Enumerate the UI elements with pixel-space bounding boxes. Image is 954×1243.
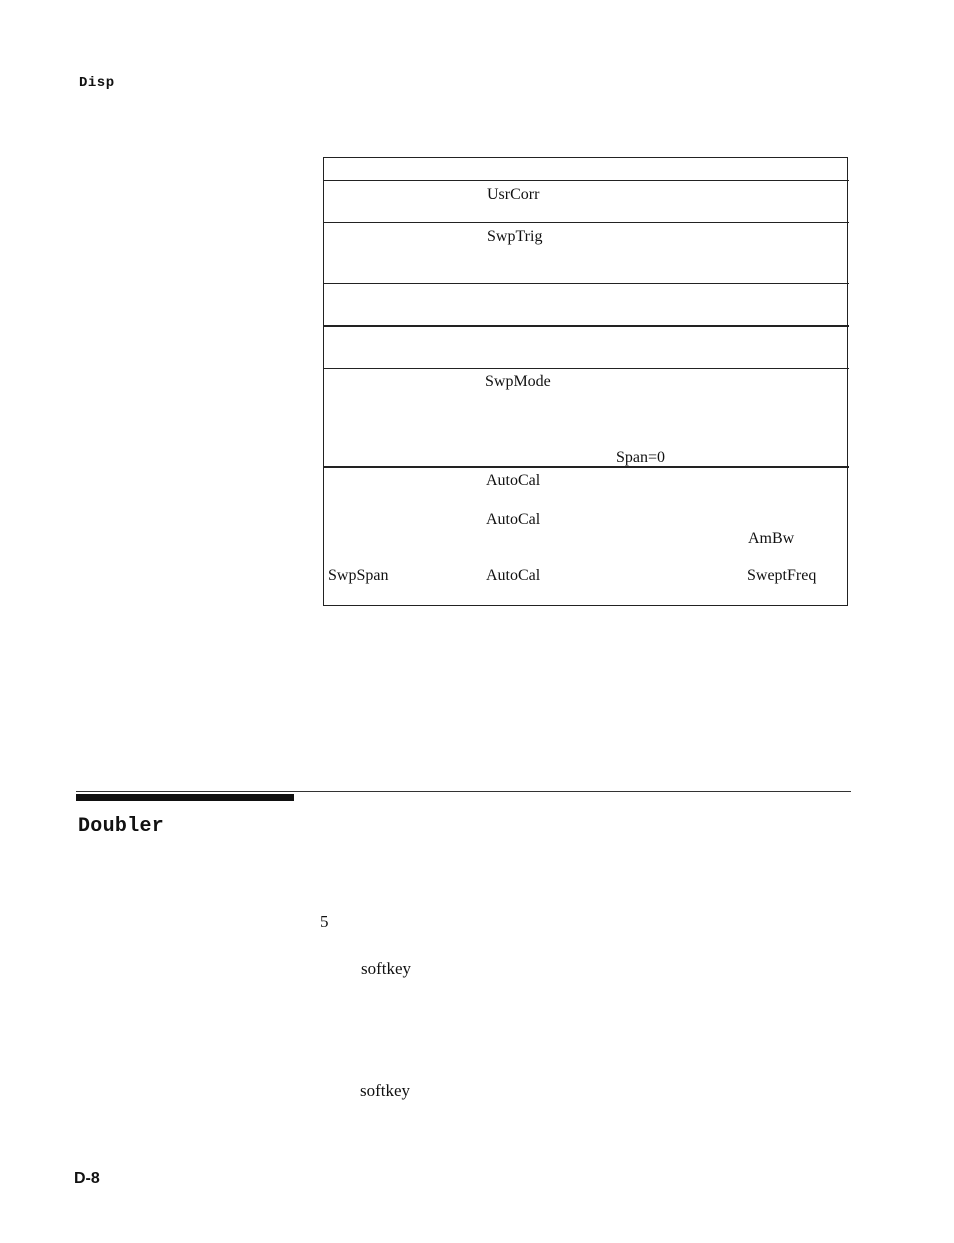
section-title: Doubler <box>78 815 165 838</box>
page-number: D-8 <box>74 1170 100 1187</box>
table-row-divider <box>323 466 849 468</box>
section-rule <box>76 791 851 792</box>
table-cell-span-zero: Span=0 <box>616 449 666 466</box>
table-cell-sweptfreq: SweptFreq <box>747 567 817 584</box>
table-cell-swpmode: SwpMode <box>485 373 551 390</box>
body-number: 5 <box>320 912 329 931</box>
table-row-divider <box>323 368 849 369</box>
table-row-divider <box>323 180 849 181</box>
table-cell-swpspan: SwpSpan <box>328 567 389 584</box>
table-cell-ambw: AmBw <box>748 530 795 547</box>
table-row-divider <box>323 283 849 284</box>
section-rule-bar <box>76 794 294 801</box>
body-softkey-word: softkey <box>361 959 412 978</box>
table-row-divider <box>323 222 849 223</box>
body-softkey-word: softkey <box>360 1081 411 1100</box>
table-cell-autocal: AutoCal <box>486 472 541 489</box>
table-cell-swptrig: SwpTrig <box>487 228 543 245</box>
table-cell-usrcorr: UsrCorr <box>487 186 540 203</box>
table-row-divider <box>323 325 849 327</box>
table-cell-autocal: AutoCal <box>486 511 541 528</box>
running-header-disp: Disp <box>79 75 115 91</box>
table-cell-autocal: AutoCal <box>486 567 541 584</box>
